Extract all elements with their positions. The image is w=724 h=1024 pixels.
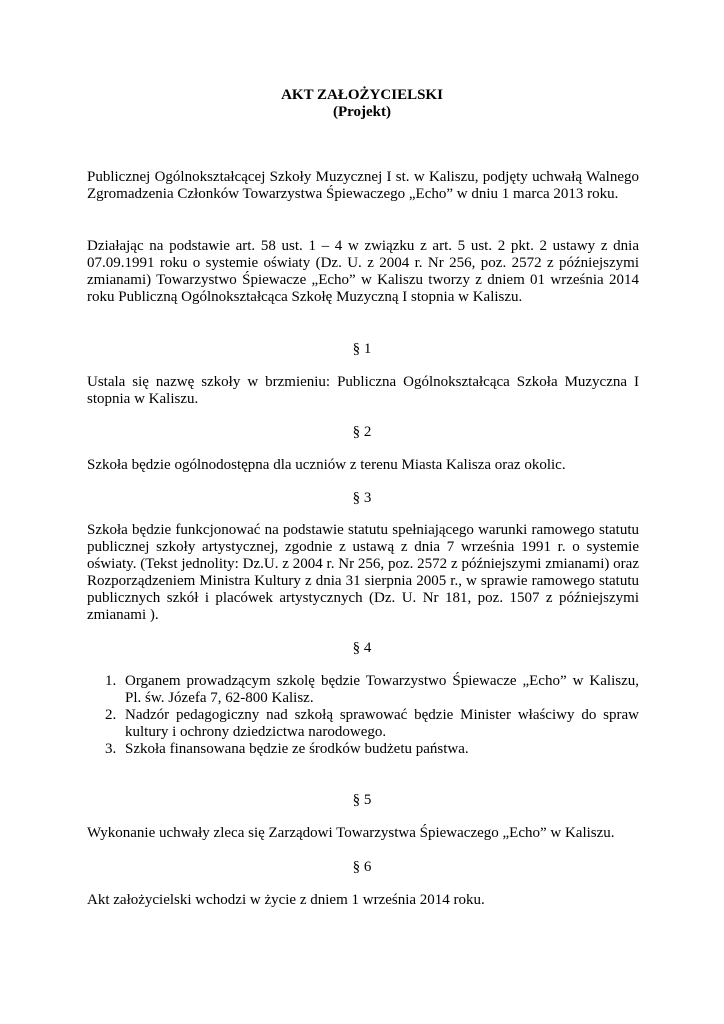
section-4-list [105, 673, 639, 758]
section-1-heading: § 1 [352, 341, 372, 357]
list-item-number: 2. [105, 707, 117, 723]
document-subtitle: (Projekt) [332, 104, 392, 120]
list-item [105, 741, 639, 758]
section-3-heading: § 3 [352, 490, 372, 506]
section-4-heading: § 4 [352, 640, 372, 656]
list-item-text: Nadzór pedagogiczny nad szkołą sprawować będzie Minister właściwy do spraw kultury i ochrony dziedzictwa narodowego. [125, 707, 639, 740]
section-1-text: Ustala się nazwę szkoły w brzmieniu: Publiczna Ogólnokształcąca Szkoła Muzyczna I stopnia w Kaliszu. [87, 374, 639, 407]
document-title: AKT ZAŁOŻYCIELSKI [281, 87, 443, 103]
section-6-text: Akt założycielski wchodzi w życie z dniem 1 września 2014 roku. [87, 892, 485, 908]
list-item-number: 1. [105, 673, 117, 689]
list-item [105, 707, 639, 741]
section-5-text: Wykonanie uchwały zleca się Zarządowi Towarzystwa Śpiewaczego „Echo” w Kaliszu. [87, 825, 615, 841]
section-3-text: Szkoła będzie funkcjonować na podstawie statutu spełniającego warunki ramowego statutu publicznej szkoły artystycznej, zgodnie z ustawą z dnia 7 września 1991 r. o systemie oświaty. (Tekst jednolity: Dz.U. z 2004 r. Nr 256, poz. 2572 z późniejszymi zmianami) oraz Rozporządzeniem Ministra Kultury z dnia 31 sierpnia 2005 r., w sprawie ramowego statutu publicznych szkół i placówek artystycznych (Dz. U. Nr 181, poz. 1507 z późniejszymi zmianami ). [87, 522, 639, 623]
intro-paragraph-2: Działając na podstawie art. 58 ust. 1 – 4 w związku z art. 5 ust. 2 pkt. 2 ustawy z dnia 07.09.1991 roku o systemie oświaty (Dz. U. z 2004 r. Nr 256, poz. 2572 z późniejszymi zmianami) Towarzystwo Śpiewacze „Echo” w Kaliszu tworzy z dniem 01 września 2014 roku Publiczną Ogólnokształcąca Szkołę Muzyczną I stopnia w Kaliszu. [87, 238, 639, 305]
intro-paragraph-1: Publicznej Ogólnokształcącej Szkoły Muzycznej I st. w Kaliszu, podjęty uchwałą Walnego Zgromadzenia Członków Towarzystwa Śpiewaczego „Echo” w dniu 1 marca 2013 roku. [87, 169, 639, 202]
list-item-text: Organem prowadzącym szkolę będzie Towarzystwo Śpiewacze „Echo” w Kaliszu, Pl. św. Józefa 7, 62-800 Kalisz. [125, 673, 639, 706]
section-2-text: Szkoła będzie ogólnodostępna dla uczniów z terenu Miasta Kalisza oraz okolic. [87, 457, 566, 473]
section-6-heading: § 6 [352, 859, 372, 875]
list-item-text: Szkoła finansowana będzie ze środków budżetu państwa. [125, 741, 469, 757]
section-2-heading: § 2 [352, 424, 372, 440]
list-item-number: 3. [105, 741, 117, 757]
section-5-heading: § 5 [352, 792, 372, 808]
list-item [105, 673, 639, 707]
